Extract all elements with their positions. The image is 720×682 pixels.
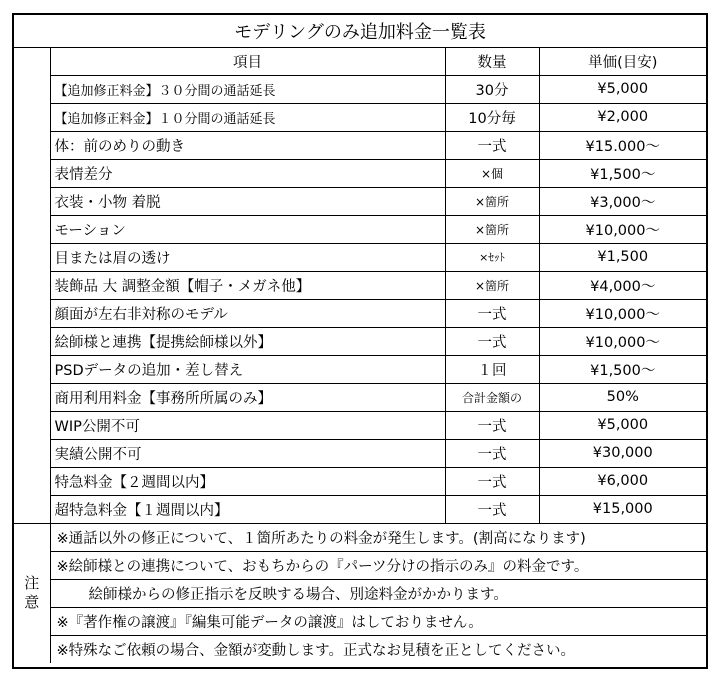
row-price: ¥1,500〜 <box>539 159 706 187</box>
row-qty: ×箇所 <box>445 271 539 299</box>
row-price: ¥5,000 <box>539 75 706 103</box>
table-row <box>14 187 706 215</box>
row-side-cell <box>14 383 50 411</box>
table-row <box>14 411 706 439</box>
note-row <box>14 635 706 663</box>
row-side-cell <box>14 411 50 439</box>
table-row <box>14 327 706 355</box>
row-item: 超特急料金【１週間以内】 <box>50 495 445 523</box>
notes-label <box>14 523 50 663</box>
title-row <box>14 15 706 47</box>
table-row <box>14 271 706 299</box>
row-qty: 一式 <box>445 299 539 327</box>
row-side-cell <box>14 187 50 215</box>
row-side-cell <box>14 271 50 299</box>
row-item: WIP公開不可 <box>50 411 445 439</box>
table-row <box>14 383 706 411</box>
note-row <box>14 607 706 635</box>
row-qty: 一式 <box>445 131 539 159</box>
row-item: 実績公開不可 <box>50 439 445 467</box>
header-item: 項目 <box>50 47 445 75</box>
table-row <box>14 131 706 159</box>
row-price: ¥10,000〜 <box>539 215 706 243</box>
row-item: 特急料金【２週間以内】 <box>50 467 445 495</box>
table-row <box>14 215 706 243</box>
table-row <box>14 75 706 103</box>
row-side-cell <box>14 75 50 103</box>
table-row <box>14 355 706 383</box>
row-item: 顔面が左右非対称のモデル <box>50 299 445 327</box>
row-qty: 一式 <box>445 495 539 523</box>
row-price: ¥15.000〜 <box>539 131 706 159</box>
table-row <box>14 243 706 271</box>
row-qty: 10分毎 <box>445 103 539 131</box>
row-price: ¥2,000 <box>539 103 706 131</box>
row-price: 50% <box>539 383 706 411</box>
note-text: ※通話以外の修正について、１箇所あたりの料金が発生します。(割高になります) <box>50 523 706 551</box>
row-price: ¥15,000 <box>539 495 706 523</box>
notes-label-text: 注意 <box>24 574 40 612</box>
row-item: 商用利用料金【事務所所属のみ】 <box>50 383 445 411</box>
row-qty: ×個 <box>445 159 539 187</box>
row-qty: 一式 <box>445 439 539 467</box>
row-qty: 合計金額の <box>445 383 539 411</box>
row-price: ¥5,000 <box>539 411 706 439</box>
row-side-cell <box>14 327 50 355</box>
header-qty: 数量 <box>445 47 539 75</box>
row-qty: ×箇所 <box>445 215 539 243</box>
header-row <box>14 47 706 75</box>
row-item: 絵師様と連携【提携絵師様以外】 <box>50 327 445 355</box>
row-item: 【追加修正料金】３０分間の通話延長 <box>50 75 445 103</box>
row-item: 目または眉の透け <box>50 243 445 271</box>
table-row <box>14 467 706 495</box>
price-table <box>14 15 706 663</box>
row-price: ¥1,500 <box>539 243 706 271</box>
row-side-cell <box>14 299 50 327</box>
row-side-cell <box>14 103 50 131</box>
note-text: ※『著作権の譲渡』『編集可能データの譲渡』はしておりません。 <box>50 607 706 635</box>
row-item: 装飾品 大 調整金額【帽子・メガネ他】 <box>50 271 445 299</box>
row-side-cell <box>14 439 50 467</box>
header-price: 単価(目安) <box>539 47 706 75</box>
row-side-cell <box>14 243 50 271</box>
row-price: ¥3,000〜 <box>539 187 706 215</box>
row-qty: ×ｾｯﾄ <box>445 243 539 271</box>
row-item: 体：前のめりの動き <box>50 131 445 159</box>
row-side-cell <box>14 215 50 243</box>
row-price: ¥6,000 <box>539 467 706 495</box>
row-item: モーション <box>50 215 445 243</box>
row-item: 衣装・小物 着脱 <box>50 187 445 215</box>
row-side-cell <box>14 131 50 159</box>
table-row <box>14 495 706 523</box>
row-side-cell <box>14 467 50 495</box>
row-price: ¥10,000〜 <box>539 327 706 355</box>
note-text: 絵師様からの修正指示を反映する場合、別途料金がかかります。 <box>50 579 706 607</box>
row-item: 【追加修正料金】１０分間の通話延長 <box>50 103 445 131</box>
row-qty: 一式 <box>445 327 539 355</box>
page-title: モデリングのみ追加料金一覧表 <box>14 15 706 47</box>
note-text: ※絵師様との連携について、おもちからの『パーツ分けの指示のみ』の料金です。 <box>50 551 706 579</box>
note-row <box>14 523 706 551</box>
note-row <box>14 579 706 607</box>
table-row <box>14 299 706 327</box>
note-row <box>14 551 706 579</box>
row-qty: ×箇所 <box>445 187 539 215</box>
row-item: PSDデータの追加・差し替え <box>50 355 445 383</box>
row-qty: １回 <box>445 355 539 383</box>
row-side-cell <box>14 159 50 187</box>
row-side-cell <box>14 495 50 523</box>
row-item: 表情差分 <box>50 159 445 187</box>
price-sheet <box>12 13 708 669</box>
table-row <box>14 439 706 467</box>
row-side-cell <box>14 355 50 383</box>
note-text: ※特殊なご依頼の場合、金額が変動します。正式なお見積を正としてください。 <box>50 635 706 663</box>
table-row <box>14 159 706 187</box>
table-row <box>14 103 706 131</box>
row-price: ¥30,000 <box>539 439 706 467</box>
header-blank-cell <box>14 47 50 75</box>
row-qty: 一式 <box>445 411 539 439</box>
row-qty: 30分 <box>445 75 539 103</box>
row-price: ¥4,000〜 <box>539 271 706 299</box>
row-price: ¥1,500〜 <box>539 355 706 383</box>
row-qty: 一式 <box>445 467 539 495</box>
row-price: ¥10,000〜 <box>539 299 706 327</box>
